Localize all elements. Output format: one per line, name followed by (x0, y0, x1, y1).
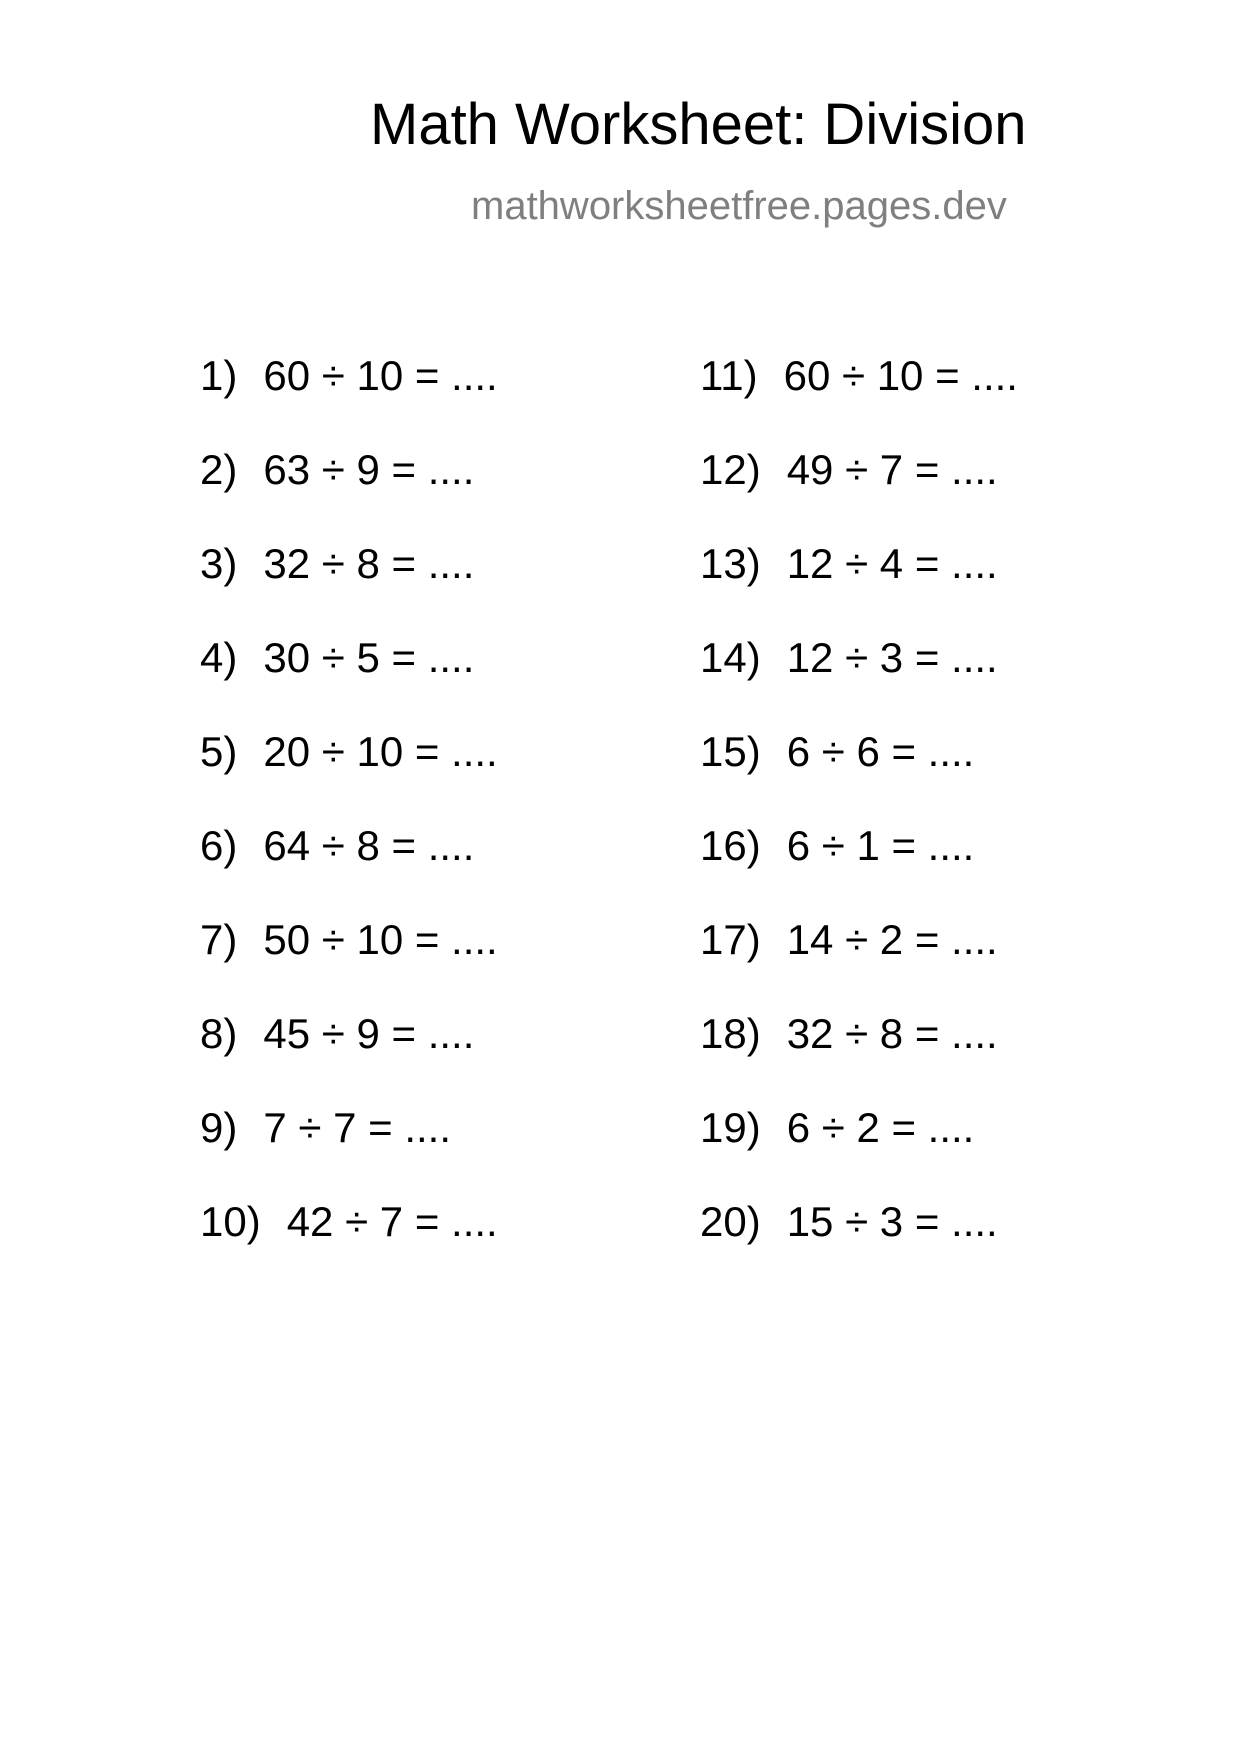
problem-expression: 6 ÷ 1 = .... (786, 822, 975, 869)
problem-expression: 42 ÷ 7 = .... (286, 1198, 498, 1245)
problem-item (700, 822, 975, 869)
problem-item (700, 916, 998, 963)
problem-number: 12) (700, 446, 761, 493)
problem-number: 15) (700, 728, 761, 775)
problem-expression: 60 ÷ 10 = .... (783, 352, 1018, 399)
problem-expression: 63 ÷ 9 = .... (263, 446, 475, 493)
problem-expression: 49 ÷ 7 = .... (786, 446, 998, 493)
problem-item (200, 916, 498, 963)
problem-number: 4) (200, 634, 238, 681)
problem-number: 5) (200, 728, 238, 775)
problem-number: 2) (200, 446, 238, 493)
problem-item (700, 728, 975, 775)
problem-expression: 15 ÷ 3 = .... (786, 1198, 998, 1245)
problem-number: 16) (700, 822, 761, 869)
problem-number: 9) (200, 1104, 238, 1151)
problem-expression: 20 ÷ 10 = .... (263, 728, 498, 775)
problem-expression: 6 ÷ 6 = .... (786, 728, 975, 775)
problem-item (200, 352, 498, 399)
problem-item (200, 1104, 452, 1151)
problem-expression: 30 ÷ 5 = .... (263, 634, 475, 681)
problem-number: 1) (200, 352, 238, 399)
problem-number: 13) (700, 540, 761, 587)
website-url: mathworksheetfree.pages.dev (471, 184, 1007, 228)
problem-expression: 12 ÷ 3 = .... (786, 634, 998, 681)
problem-item (200, 1198, 498, 1245)
problem-number: 20) (700, 1198, 761, 1245)
problem-expression: 45 ÷ 9 = .... (263, 1010, 475, 1057)
problem-item (700, 1104, 975, 1151)
problem-item (700, 1198, 998, 1245)
problem-expression: 7 ÷ 7 = .... (263, 1104, 452, 1151)
problem-expression: 32 ÷ 8 = .... (786, 1010, 998, 1057)
problem-item (700, 634, 998, 681)
problem-number: 10) (200, 1198, 261, 1245)
problem-number: 19) (700, 1104, 761, 1151)
problem-item (200, 1010, 475, 1057)
problem-number: 14) (700, 634, 761, 681)
problem-number: 8) (200, 1010, 238, 1057)
problem-item (200, 634, 475, 681)
problem-item (200, 728, 498, 775)
problem-item (200, 446, 475, 493)
problem-expression: 50 ÷ 10 = .... (263, 916, 498, 963)
problem-expression: 32 ÷ 8 = .... (263, 540, 475, 587)
problem-number: 6) (200, 822, 238, 869)
worksheet-title: Math Worksheet: Division (370, 92, 1027, 157)
problem-number: 11) (700, 352, 758, 399)
problem-expression: 6 ÷ 2 = .... (786, 1104, 975, 1151)
problem-item (700, 1010, 998, 1057)
problem-item (700, 540, 998, 587)
problem-expression: 64 ÷ 8 = .... (263, 822, 475, 869)
problem-expression: 60 ÷ 10 = .... (263, 352, 498, 399)
problem-number: 7) (200, 916, 238, 963)
problem-item (700, 446, 998, 493)
problem-number: 18) (700, 1010, 761, 1057)
problem-expression: 12 ÷ 4 = .... (786, 540, 998, 587)
problem-number: 17) (700, 916, 761, 963)
problem-item (200, 822, 475, 869)
problem-number: 3) (200, 540, 238, 587)
problem-item (700, 352, 1018, 399)
problem-expression: 14 ÷ 2 = .... (786, 916, 998, 963)
problem-item (200, 540, 475, 587)
